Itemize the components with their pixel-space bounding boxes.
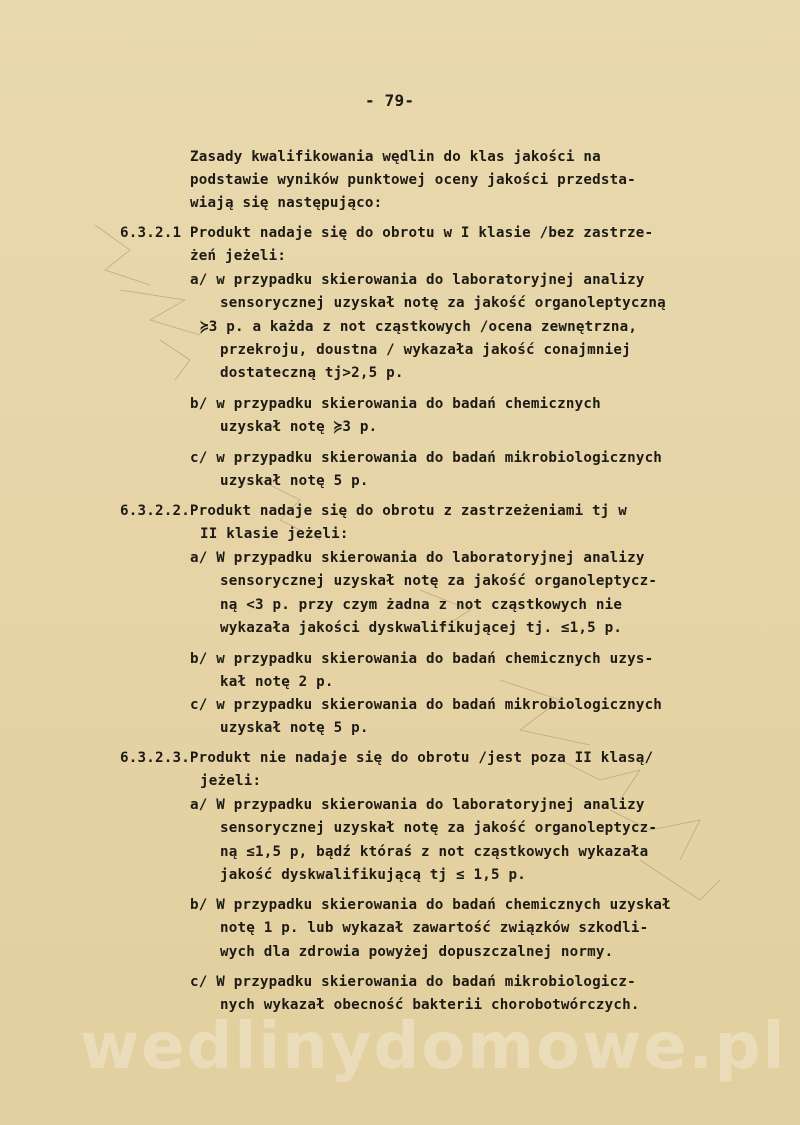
text-line: ną ≤1,5 p, bądź któraś z not cząstkowych wykazała (220, 844, 649, 860)
text-line: uzyskał notę 5 p. (220, 720, 369, 736)
text-line: uzyskał notę ≽3 p. (220, 419, 378, 435)
list-item: c/ w przypadku skierowania do badań mikrobiologicznych (190, 450, 663, 466)
text-line: sensorycznej uzyskał notę za jakość organoleptycz- (220, 820, 658, 836)
text-line: ≽3 p. a każda z not cząstkowych /ocena zewnętrzna, (200, 319, 638, 335)
text-line: jakość dyskwalifikującą tj ≤ 1,5 p. (220, 867, 526, 883)
text-line: wykazała jakości dyskwalifikującej tj. ≤1,5 p. (220, 620, 623, 636)
text-line: sensorycznej uzyskał notę za jakość organoleptyczną (220, 295, 666, 311)
text-line: wych dla zdrowia powyżej dopuszczalnej normy. (220, 944, 614, 960)
text-line: uzyskał notę 5 p. (220, 473, 369, 489)
list-item: b/ w przypadku skierowania do badań chemicznych uzys- (190, 651, 654, 667)
text-line: dostateczną tj>2,5 p. (220, 365, 404, 381)
list-item: a/ W przypadku skierowania do laboratoryjnej analizy (190, 550, 645, 566)
text-line: sensorycznej uzyskał notę za jakość organoleptycz- (220, 573, 658, 589)
text-line: notę 1 p. lub wykazał zawartość związków szkodli- (220, 920, 649, 936)
site-watermark: wedlinydomowe.pl (80, 1010, 787, 1084)
list-item: b/ W przypadku skierowania do badań chemicznych uzyskał (190, 897, 671, 913)
list-item: b/ w przypadku skierowania do badań chemicznych (190, 396, 601, 412)
list-item: a/ W przypadku skierowania do laboratoryjnej analizy (190, 797, 645, 813)
text-line: II klasie jeżeli: (200, 526, 349, 542)
section-heading: 6.3.2.2.Produkt nadaje się do obrotu z zastrzeżeniami tj w (120, 503, 628, 519)
section-heading: 6.3.2.3.Produkt nie nadaje się do obrotu /jest poza II klasą/ (120, 750, 654, 766)
text-line: jeżeli: (200, 773, 262, 789)
list-item: c/ W przypadku skierowania do badań mikrobiologicz- (190, 974, 636, 990)
list-item: a/ w przypadku skierowania do laboratoryjnej analizy (190, 272, 645, 288)
text-line: podstawie wyników punktowej oceny jakości przedsta- (190, 172, 636, 188)
section-heading: 6.3.2.1 Produkt nadaje się do obrotu w I klasie /bez zastrze- (120, 225, 654, 241)
text-line: przekroju, doustna / wykazała jakość conajmniej (220, 342, 631, 358)
list-item: c/ w przypadku skierowania do badań mikrobiologicznych (190, 697, 663, 713)
text-line: żeń jeżeli: (190, 248, 287, 264)
text-line: nych wykazał obecność bakterii chorobotwórczych. (220, 997, 640, 1013)
text-line: ną <3 p. przy czym żadna z not cząstkowych nie (220, 597, 623, 613)
text-line: Zasady kwalifikowania wędlin do klas jakości na (190, 149, 601, 165)
page-number: - 79- (365, 91, 415, 110)
text-line: wiają się następująco: (190, 195, 383, 211)
text-line: kał notę 2 p. (220, 674, 334, 690)
